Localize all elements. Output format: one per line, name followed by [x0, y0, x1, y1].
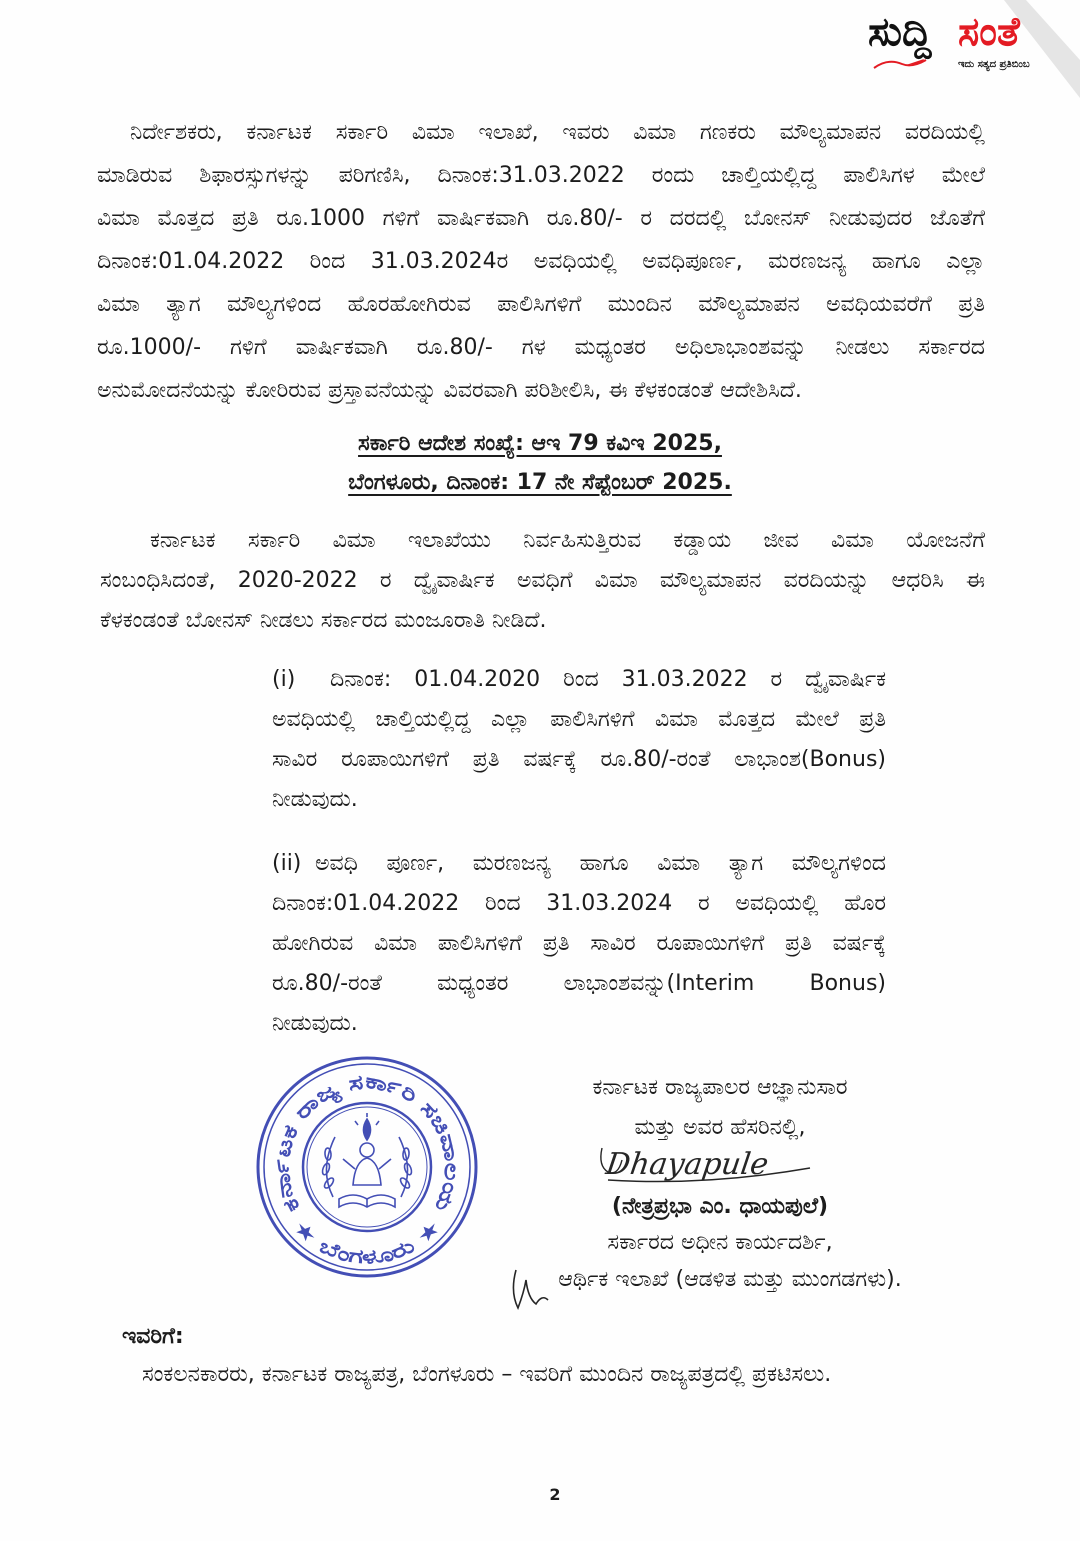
list-item: [272, 660, 886, 820]
logo-tagline: ಇದು ಸತ್ಯದ ಪ್ರತಿಬಿಂಬ: [958, 59, 1030, 70]
logo-name-part1: ಸುದ್ದಿ: [868, 9, 932, 55]
item-line: ನೀಡುವುದು.: [272, 787, 358, 812]
seal-bottom-text: ★ ಬೆಂಗಳೂರು ★: [288, 1215, 440, 1270]
seal-emblem-icon: [321, 1113, 413, 1207]
intro-line: ವಿಮಾ ತ್ಯಾಗ ಮೌಲ್ಯಗಳಿಂದ ಹೊರಹೋಗಿರುವ ಪಾಲಿಸಿಗಳಿಗೆ ಮುಂದಿನ ಮೌಲ್ಯಮಾಪನ ಅವಧಿಯವರೆಗೆ ಪ್ರತಿ: [97, 292, 985, 317]
intro-line: ದಿನಾಂಕ:01.04.2022 ರಿಂದ 31.03.2024ರ ಅವಧಿಯಲ್ಲಿ ಅವಧಿಪೂರ್ಣ, ಮರಣಜನ್ಯ ಹಾಗೂ ಎಲ್ಲಾ: [97, 249, 985, 274]
signatory-department: ಆರ್ಥಿಕ ಇಲಾಖೆ (ಆಡಳಿತ ಮತ್ತು ಮುಂಗಡಗಳು).: [558, 1267, 902, 1292]
item-line: ನೀಡುವುದು.: [272, 1011, 358, 1036]
item-label: (ii): [272, 851, 302, 876]
item-line: ಹೋಗಿರುವ ವಿಮಾ ಪಾಲಿಸಿಗಳಿಗೆ ಪ್ರತಿ ಸಾವಿರ ರೂಪಾಯಿಗಳಿಗೆ ಪ್ರತಿ ವರ್ಷಕ್ಕೆ: [272, 931, 886, 956]
page-number: 2: [549, 1485, 561, 1504]
signature-text: Dhayapule: [603, 1147, 771, 1182]
recipients-line: ಸಂಕಲನಕಾರರು, ಕರ್ನಾಟಕ ರಾಜ್ಯಪತ್ರ, ಬೆಂಗಳೂರು – ಇವರಿಗೆ ಮುಂದಿನ ರಾಜ್ಯಪತ್ರದಲ್ಲಿ ಪ್ರಕಟಿಸಲು.: [142, 1362, 832, 1387]
list-item: [272, 844, 886, 1044]
order-number: ಸರ್ಕಾರಿ ಆದೇಶ ಸಂಖ್ಯೆ: ಆಇ 79 ಕವಿಇ 2025,: [358, 431, 722, 456]
seal-ring-text: ಕರ್ನಾಟಕ ರಾಜ್ಯ ಸರ್ಕಾರಿ ಸಚಿವಾಲಯ: [269, 1068, 465, 1217]
order-date: ಬೆಂಗಳೂರು, ದಿನಾಂಕ: 17 ನೇ ಸೆಪ್ಟೆಂಬರ್ 2025.: [348, 470, 732, 495]
intro-line: ಮಾಡಿರುವ ಶಿಫಾರಸ್ಸುಗಳನ್ನು ಪರಿಗಣಿಸಿ, ದಿನಾಂಕ:31.03.2022 ರಂದು ಚಾಲ್ತಿಯಲ್ಲಿದ್ದ ಪಾಲಿಸಿಗಳ ಮೇಲೆ: [97, 163, 985, 188]
order-heading: [190, 424, 890, 502]
item-line: ರೂ.80/-ರಂತೆ ಮಧ್ಯಂತರ ಲಾಭಾಂಶವನ್ನು(Interim Bonus): [272, 971, 886, 996]
item-line: ದಿನಾಂಕ: 01.04.2020 ರಿಂದ 31.03.2022 ರ ದ್ವೈವಾರ್ಷಿಕ: [330, 667, 886, 692]
item-label: (i): [272, 667, 296, 692]
intro-line: ನಿರ್ದೇಶಕರು, ಕರ್ನಾಟಕ ಸರ್ಕಾರಿ ವಿಮಾ ಇಲಾಖೆ, ಇವರು ವಿಮಾ ಗಣಕರು ಮೌಲ್ಯಮಾಪನ ವರದಿಯಲ್ಲಿ: [130, 120, 985, 145]
sudhi-sante-logo: [866, 4, 1072, 78]
sanction-line: ಕರ್ನಾಟಕ ಸರ್ಕಾರಿ ವಿಮಾ ಇಲಾಖೆಯು ನಿರ್ವಹಿಸುತ್ತಿರುವ ಕಡ್ಡಾಯ ಜೀವ ವಿಮಾ ಯೋಜನೆಗೆ: [150, 528, 985, 553]
authority-line: ಮತ್ತು ಅವರ ಹೆಸರಿನಲ್ಲಿ,: [634, 1115, 806, 1140]
authority-line: ಕರ್ನಾಟಕ ರಾಜ್ಯಪಾಲರ ಆಜ್ಞಾನುಸಾರ: [592, 1075, 848, 1100]
intro-line: ಅನುಮೋದನೆಯನ್ನು ಕೋರಿರುವ ಪ್ರಸ್ತಾವನೆಯನ್ನು ವಿವರವಾಗಿ ಪರಿಶೀಲಿಸಿ, ಈ ಕೆಳಕಂಡಂತೆ ಆದೇಶಿಸಿದೆ.: [97, 378, 802, 403]
recipients-heading: ಇವರಿಗೆ:: [122, 1324, 184, 1349]
item-line: ಅವಧಿ ಪೂರ್ಣ, ಮರಣಜನ್ಯ ಹಾಗೂ ವಿಮಾ ತ್ಯಾಗ ಮೌಲ್ಯಗಳಿಂದ: [315, 851, 886, 876]
signatory-designation: ಸರ್ಕಾರದ ಅಧೀನ ಕಾರ್ಯದರ್ಶಿ,: [607, 1230, 833, 1255]
intro-paragraph: [97, 111, 985, 412]
intro-line: ರೂ.1000/- ಗಳಿಗೆ ವಾರ್ಷಿಕವಾಗಿ ರೂ.80/- ಗಳ ಮಧ್ಯಂತರ ಅಧಿಲಾಭಾಂಶವನ್ನು ನೀಡಲು ಸರ್ಕಾರದ: [97, 335, 985, 360]
pen-icon: [872, 56, 928, 72]
handwritten-signature: [596, 1138, 818, 1192]
sanction-line: ಸಂಬಂಧಿಸಿದಂತೆ, 2020-2022 ರ ದ್ವೈವಾರ್ಷಿಕ ಅವಧಿಗೆ ವಿಮಾ ಮೌಲ್ಯಮಾಪನ ವರದಿಯನ್ನು ಆಧರಿಸಿ ಈ: [100, 568, 985, 593]
initials-scribble: [506, 1262, 550, 1314]
official-seal: [251, 1051, 483, 1283]
item-line: ದಿನಾಂಕ:01.04.2022 ರಿಂದ 31.03.2024 ರ ಅವಧಿಯಲ್ಲಿ ಹೊರ: [272, 891, 886, 916]
sanction-line: ಕೆಳಕಂಡಂತೆ ಬೋನಸ್ ನೀಡಲು ಸರ್ಕಾರದ ಮಂಜೂರಾತಿ ನೀಡಿದೆ.: [100, 608, 547, 633]
sanction-paragraph: [100, 521, 985, 641]
signatory-name: (ನೇತ್ರಪ್ರಭಾ ಎಂ. ಧಾಯಪುಲೆ): [611, 1194, 829, 1219]
intro-line: ವಿಮಾ ಮೊತ್ತದ ಪ್ರತಿ ರೂ.1000 ಗಳಿಗೆ ವಾರ್ಷಿಕವಾಗಿ ರೂ.80/- ರ ದರದಲ್ಲಿ ಬೋನಸ್ ನೀಡುವುದರ ಜೊತೆಗೆ: [97, 206, 985, 231]
logo-name-part2: ಸಂತೆ: [958, 9, 1020, 55]
item-line: ಅವಧಿಯಲ್ಲಿ ಚಾಲ್ತಿಯಲ್ಲಿದ್ದ ಎಲ್ಲಾ ಪಾಲಿಸಿಗಳಿಗೆ ವಿಮಾ ಮೊತ್ತದ ಮೇಲೆ ಪ್ರತಿ: [272, 707, 886, 732]
item-line: ಸಾವಿರ ರೂಪಾಯಿಗಳಿಗೆ ಪ್ರತಿ ವರ್ಷಕ್ಕೆ ರೂ.80/-ರಂತೆ ಲಾಭಾಂಶ(Bonus): [272, 747, 886, 772]
